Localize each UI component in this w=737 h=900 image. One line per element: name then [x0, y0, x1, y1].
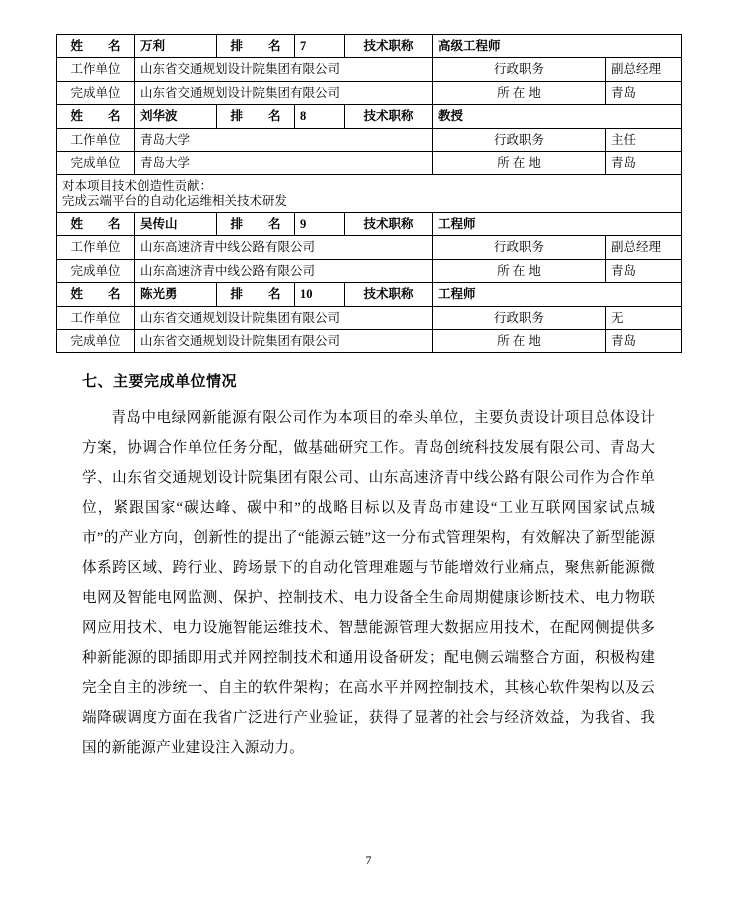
- label-name: 姓 名: [57, 35, 135, 58]
- label-complete-unit: 完成单位: [57, 329, 135, 352]
- label-admin-post: 行政职务: [433, 128, 606, 151]
- value-rank: 9: [295, 213, 345, 236]
- value-complete-unit: 青岛大学: [135, 151, 433, 174]
- value-admin-post: 主任: [606, 128, 682, 151]
- value-work-unit: 山东省交通规划设计院集团有限公司: [135, 58, 433, 81]
- label-location: 所 在 地: [433, 81, 606, 104]
- table-row: [57, 213, 682, 236]
- value-name: 陈光勇: [135, 283, 217, 306]
- table-row: [57, 105, 682, 128]
- value-admin-post: 无: [606, 306, 682, 329]
- contribution-note-line-1: 对本项目技术创造性贡献：: [62, 179, 213, 194]
- table-row: [57, 128, 682, 151]
- label-name: 姓 名: [57, 213, 135, 236]
- label-tech-title: 技术职称: [345, 283, 433, 306]
- label-complete-unit: 完成单位: [57, 81, 135, 104]
- table-row: [57, 329, 682, 352]
- label-work-unit: 工作单位: [57, 58, 135, 81]
- table-row: [57, 35, 682, 58]
- value-complete-unit: 山东高速济青中线公路有限公司: [135, 259, 433, 282]
- table-row: [57, 236, 682, 259]
- value-admin-post: 副总经理: [606, 58, 682, 81]
- value-rank: 7: [295, 35, 345, 58]
- label-rank: 排 名: [217, 105, 295, 128]
- label-work-unit: 工作单位: [57, 306, 135, 329]
- table-row-contribution-note: [57, 175, 682, 213]
- section-heading: 七、主要完成单位情况: [82, 374, 238, 391]
- value-tech-title: 工程师: [433, 213, 682, 236]
- main-contributors-table: [56, 34, 682, 353]
- value-work-unit: 山东省交通规划设计院集团有限公司: [135, 306, 433, 329]
- value-tech-title: 高级工程师: [433, 35, 682, 58]
- label-tech-title: 技术职称: [345, 35, 433, 58]
- label-rank: 排 名: [217, 283, 295, 306]
- label-work-unit: 工作单位: [57, 128, 135, 151]
- value-complete-unit: 山东省交通规划设计院集团有限公司: [135, 81, 433, 104]
- value-rank: 8: [295, 105, 345, 128]
- label-admin-post: 行政职务: [433, 58, 606, 81]
- table-row: [57, 151, 682, 174]
- label-rank: 排 名: [217, 213, 295, 236]
- page-number: 7: [365, 853, 372, 867]
- value-tech-title: 教授: [433, 105, 682, 128]
- value-work-unit: 青岛大学: [135, 128, 433, 151]
- label-tech-title: 技术职称: [345, 213, 433, 236]
- label-complete-unit: 完成单位: [57, 259, 135, 282]
- value-work-unit: 山东高速济青中线公路有限公司: [135, 236, 433, 259]
- value-location: 青岛: [606, 329, 682, 352]
- label-work-unit: 工作单位: [57, 236, 135, 259]
- value-name: 吴传山: [135, 213, 217, 236]
- label-location: 所 在 地: [433, 151, 606, 174]
- table-row: [57, 283, 682, 306]
- label-complete-unit: 完成单位: [57, 151, 135, 174]
- label-admin-post: 行政职务: [433, 306, 606, 329]
- value-name: 刘华波: [135, 105, 217, 128]
- value-location: 青岛: [606, 259, 682, 282]
- label-location: 所 在 地: [433, 259, 606, 282]
- table-row: [57, 306, 682, 329]
- value-name: 万利: [135, 35, 217, 58]
- label-name: 姓 名: [57, 283, 135, 306]
- label-rank: 排 名: [217, 35, 295, 58]
- table-row: [57, 81, 682, 104]
- label-name: 姓 名: [57, 105, 135, 128]
- value-admin-post: 副总经理: [606, 236, 682, 259]
- section-paragraph: 青岛中电绿网新能源有限公司作为本项目的牵头单位，主要负责设计项目总体设计方案，协调合作单位任务分配，做基础研究工作。青岛创统科技发展有限公司、青岛大学、山东省交通规划设计院集团有限公司、山东高速济青中线公路有限公司作为合作单位，紧跟国家“碳达峰、碳中和”的战略目标以及青岛市建设“工业互联网国家试点城市”的产业方向，创新性的提出了“能源云链”这一分布式管理架构，有效解决了新型能源体系跨区域、跨行业、跨场景下的自动化管理难题与节能增效行业痛点，聚焦新能源微电网及智能电网监测、保护、控制技术、电力设备全生命周期健康诊断技术、电力物联网应用技术、电力设施智能运维技术、智慧能源管理大数据应用技术，在配网侧提供多种新能源的即插即用式并网控制技术和通用设备研发；配电侧云端整合方面，积极构建完全自主的涉统一、自主的软件架构；在高水平并网控制技术，其核心软件架构以及云端降碳调度方面在我省广泛进行产业验证，获得了显著的社会与经济效益，为我省、我国的新能源产业建设注入源动力。: [82, 410, 655, 757]
- value-location: 青岛: [606, 151, 682, 174]
- value-location: 青岛: [606, 81, 682, 104]
- label-admin-post: 行政职务: [433, 236, 606, 259]
- value-rank: 10: [295, 283, 345, 306]
- value-tech-title: 工程师: [433, 283, 682, 306]
- contribution-note: [57, 175, 682, 213]
- label-location: 所 在 地: [433, 329, 606, 352]
- label-tech-title: 技术职称: [345, 105, 433, 128]
- table-row: [57, 58, 682, 81]
- contribution-note-line-2: 完成云端平台的自动化运维相关技术研发: [62, 193, 288, 208]
- value-complete-unit: 山东省交通规划设计院集团有限公司: [135, 329, 433, 352]
- table-row: [57, 259, 682, 282]
